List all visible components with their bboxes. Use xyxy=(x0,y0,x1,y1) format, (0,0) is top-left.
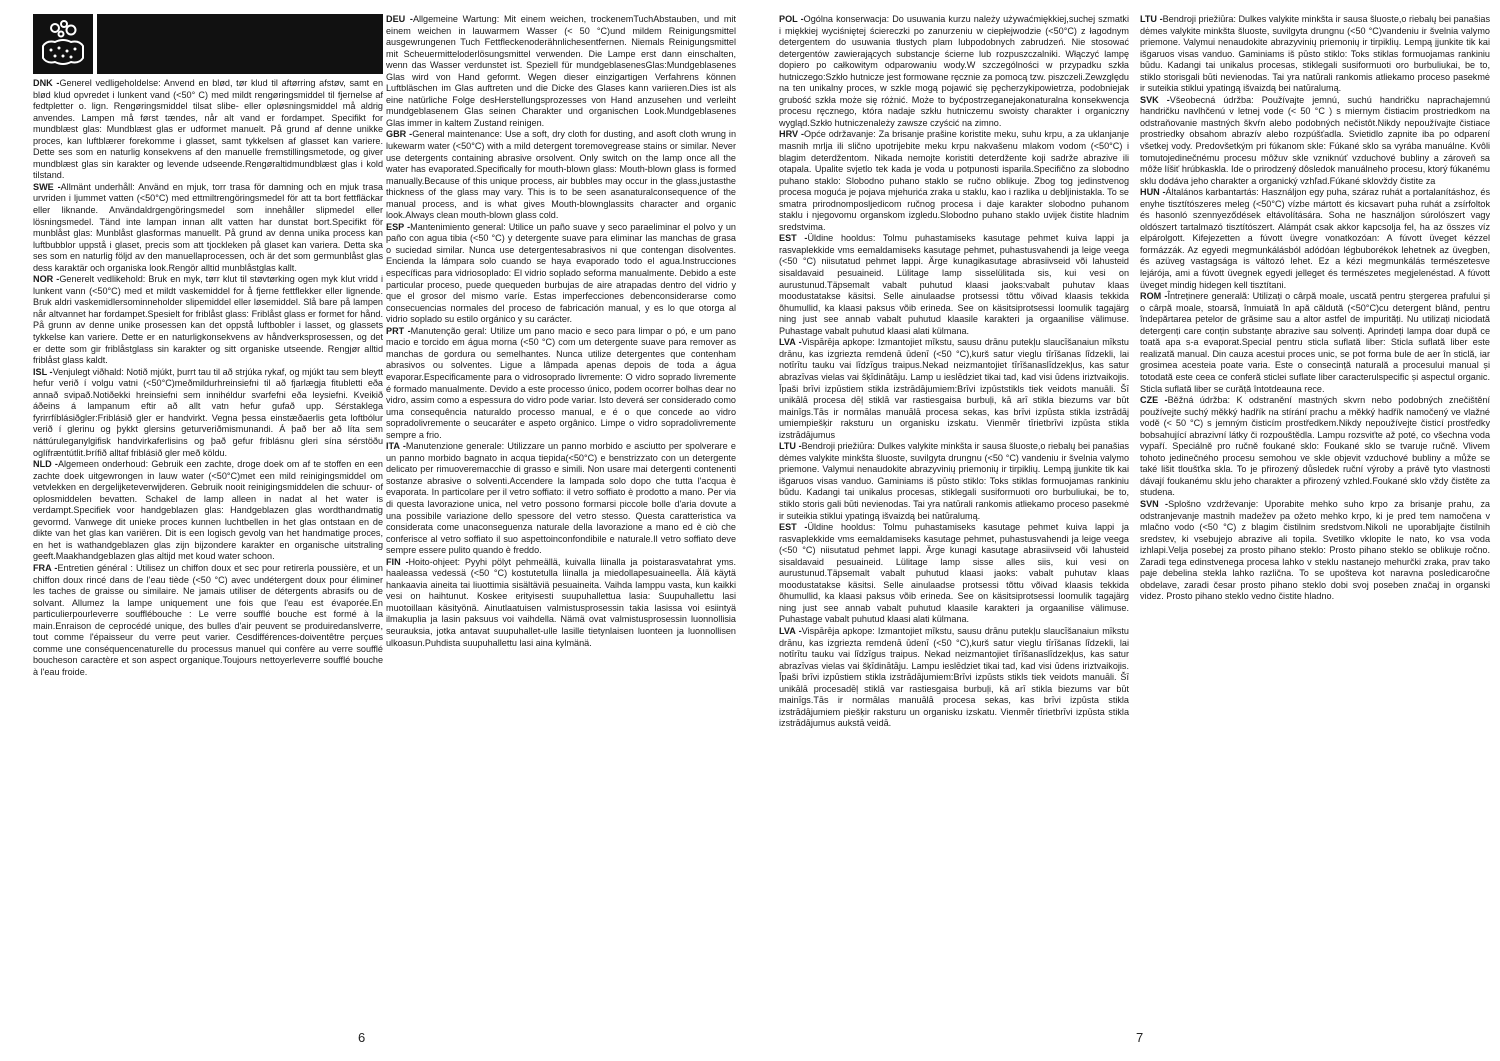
text-column-4 xyxy=(1140,14,1490,603)
language-code: LVA - xyxy=(779,337,802,348)
section-text: Bendroji priežiūra: Dulkes valykite minkšta ir sausa šluoste,o riebalų bei panašias dėmes valykite minkšta šluoste, suvilgyta drungnu (<50 °C) vandeniu ir švelnia valymo priemone. Valymui nenaudokite abrazyvinių priemonių ir tirpiklių. Lempą įjunkite tik kai išgaruos visas vanduo. Gaminiams iš pūsto stiklo: Toks stiklas formuojamas rankiniu būdu. Kadangi tai unikalus procesas, stiklegali susiformuoti oro burbuliukai, be to, stiklo storis gali būti nevienodas. Tai yra natūrali rankomis atliekamo proceso pasekmė ir suteikia stiklui ypatingą išvaizdą bei natūralumą. xyxy=(779,441,1129,521)
section-text: Manutenzione generale: Utilizzare un panno morbido e asciutto per spolverare e un panno morbido bagnato in acqua tiepida(<50°C) e benstrizzato con un detergente delicato per rimuoveremacchie di grasso e simili. Non usare mai detergenti contenenti sostanze abrasive o solventi.Accendere la lampada solo dopo che tutta l'acqua è evaporata. In particolare per il vetro soffiato: il vetro soffiato è prodotto a mano. Per via di questa lavorazione unica, nel vetro possono formarsi piccole bolle d'aria dovute a una possibile variazione dello spessore del vetro stesso. Questa caratteristica va considerata come unaconseguenza naturale della lavorazione a mano ed è ciò che conferisce al vetro soffiato il suo aspettoinconfondibile e naturale.Il vetro soffiato deve sempre essere pulito quando è freddo. xyxy=(386,441,736,556)
language-code: EST - xyxy=(779,522,808,533)
text-column-2 xyxy=(386,14,736,649)
section-text: Manutenção geral: Utilize um pano macio e seco para limpar o pó, e um pano macio e torcido em água morna (<50 °C) com um detergente suave para remover as manchas de gordura ou semelhantes. Nunca utilize detergentes que contenham abrasivos ou solventes. Ligue a lâmpada apenas depois de toda a água evaporar.Especificamente para o vidrosoprado livremente: O vidro soprado livremente é formado manualmente. Devido a este processo único, podem ocorrer bolhas dear no vidro, assim como a espessura do vidro pode variar. Isto deverá ser considerado como uma consequência naturaldo processo manual, e é o que concede ao vidro sopradolivremente o seucaráter e aspeto orgânico. Limpe o vidro sopradolivremente sempre a frio. xyxy=(386,325,736,440)
text-column-1 xyxy=(33,78,383,678)
section-text: Întreținere generală: Utilizați o cârpă moale, uscată pentru ștergerea prafului și o cârpă moale, stoarsă, înmuiată în apă căldută (<50°C)cu detergent blând, pentru îndepărtarea petelor de grăsime sau a altor astfel de impurități. Nu utilizați niciodată detergenți care conțin substanțe abrazive sau solvenți. Aprindeți lampa doar după ce toată apa s-a evaporat.Special pentru sticla suflată liber: Sticla suflată liber este realizată manual. Din cauza acestui proces unic, se pot forma bule de aer în sticlă, iar grosimea acesteia poate varia. Este o consecință naturală a procesului manual și totodată este ceea ce conferă sticlei suflate liber caracterulspecific și aspectul organic. Sticla suflată liber se curăță întotdeauna rece. xyxy=(1140,291,1490,394)
language-section xyxy=(386,129,736,221)
language-section xyxy=(1140,395,1490,499)
language-code: DEU - xyxy=(386,14,413,24)
language-code: EST - xyxy=(779,233,808,244)
language-section xyxy=(779,441,1129,522)
language-code: DNK - xyxy=(33,78,60,88)
section-text: Allmänt underhåll: Använd en mjuk, torr trasa för damning och en mjuk trasa urvriden i ljummet vatten (<50°C) med ettmiltrengöringsmedel för att ta bort fettfläckar eller liknande. Användaldrgengöringsmedel som innehåller slipmedel eller lösningsmedel. Tänd inte lampan innan allt vatten har dunstat bort.Specifikt för munblåst glas: Munblåst glasformas manuellt. På grund av denna unika process kan luftbubblor uppstå i glaset, precis som att tjockleken på glaset kan variera. Detta ska ses som en naturlig följd av den manuellaprocessen, och är det som germunblåst glas dess karaktär och organiska look.Rengör alltid munblåstglas kallt. xyxy=(33,181,383,273)
language-code: POL - xyxy=(779,14,804,24)
section-text: Venjulegt viðhald: Notið mjúkt, þurrt tau til að strjúka rykaf, og mjúkt tau sem bleytt hefur verið í volgu vatni (<50°C)meðmildurhreinsiefni til að fjarlægja fitubletti eða annað svipað.Notiðekki hreinsiefni sem innihéldur svarfefni eða leysiefni. Kveikið áðeins á lampanum eftir að allt vatn hefur gufað upp. Sérstaklega fyrirrfíblásiðgler:Friblásið gler er handvirkt. Vegna þessa einstæðaerlis geta loftbólur verið í glerinu og þykkt glersins geturveriðmismunandi. Á það ber að líta sem náttúruleganylgifisk handvirkaferlisins og það gefur friblásnu gleri sína sérstöðu oglífræntútlit.Þrífið alltaf friblásið gler með köldu. xyxy=(33,366,383,458)
language-code: LTU - xyxy=(1140,14,1163,24)
section-text: Entretien général : Utilisez un chiffon doux et sec pour retirerla poussière, et un chiffon doux rincé dans de l'eau tiède (<50 °C) avec undétergent doux pour éliminer les taches de graisse ou similaire. Ne jamais utiliser de détergents abrasifs ou de solvant. Allumez la lampe uniquement une fois que l'eau est évaporée.En particulierpourleverre soufflébouche : Le verre soufflé bouche est formé à la main.Enraison de ceprocédé unique, des bulles d'air peuvent se produiredanslverre, tout comme l'épaisseur du verre peut varier. Cesdifférences-doiventêtre perçues comme une conséquencenaturelle du processus manuel qui confère au verre soufflé boucheson caractère et son aspect organique.Toujours nettoyerleverre soufflé bouche à l'eau froide. xyxy=(33,562,383,677)
language-section xyxy=(1140,14,1490,95)
language-section xyxy=(779,14,1129,129)
section-text: Algemeen onderhoud: Gebruik een zachte, droge doek om af te stoffen en een zachte doek uitgewrongen in lauw water (<50°C)met een mild reinigingsmiddel om vetvlekken en dergelijketeverwijderen. Gebruik nooit reinigingsmiddelen die schuur- of oplosmiddelen bevatten. Schakel de lamp alleen in nadat al het water is verdampt.Specifiek voor handgeblazen glas: Handgeblazen glas wordthandmatig gevormd. Vanwege dit unieke proces kunnen luchtbellen in het glas ontstaan en de dikte van het glas kan variëren. Dit is een logisch gevolg van het handmatige proces, en het is wathandgeblazen glas zijn bijzondere karakter en organische uitstraling geeft.Maakhandgeblazen glas altijd met koud water schoon. xyxy=(33,459,383,562)
language-code: CZE - xyxy=(1140,395,1168,406)
language-code: SWE - xyxy=(33,181,61,192)
language-code: ISL - xyxy=(33,366,53,377)
section-text: Általános karbantartás: Használjon egy puha, száraz ruhát a portalanításhoz, és enyhe tisztítószeres meleg (<50°C) vízbe mártott és kicsavart puha ruhát a zsírfoltok és hasonló szennyeződések eltávolítására. Soha ne használjon súrolószert vagy oldószert tartalmazó tisztítószert. Alámpát csak akkor kapcsolja fel, ha az összes víz elpárolgott. Kifejezetten a fúvott üvegre vonatkozóan: A fúvott üveget kézzel formázzák. Az egyedi megmunkálásból adódóan légbuborékok lehetnek az üvegben, és azüveg vastagsága is változó lehet. Ez a kézi megmunkálás természetesve lejárója, ami a fúvott üvegnek egyedi jelleget és természetes megjelenéstad. A fúvott üveget mindig hidegen kell tisztítani. xyxy=(1140,187,1490,290)
language-section xyxy=(779,522,1129,626)
language-section xyxy=(1140,291,1490,395)
language-code: SVK - xyxy=(1140,94,1170,105)
language-code: NOR - xyxy=(33,274,60,285)
cleaning-sponge-icon xyxy=(33,14,93,74)
language-section xyxy=(1140,95,1490,187)
section-text: Üldine hooldus: Tolmu puhastamiseks kasutage pehmet kuiva lappi ja rasvaplekkide vms eemaldamiseks kasutage pehmet, puhastusvahendi ja leige veega (<50 °C) niisutatud pehmet lappi. Ärge kunagikasutage abrasiivseid või lahusteid sisaldavaid pesuaineid. Lülitage lamp sisselülitada sis, kui vesi on aurustunud.Täpsemalt vabalt puhutud klaasi jaoks:vabalt puhutav klaas moodustatakse käsitsi. Selle ainulaadse protsessi tõttu võivad klaasis tekkida õhumullid, ka klaasi paksus võib erineda. See on käsitsiprotsessi loomulik tagajärg ning just see annab vabalt puhutud klaasile karakteri ja orgaanilise välimuse. Puhastage vabalt puhutud klaasi alati külmana. xyxy=(779,233,1129,336)
language-code: FIN - xyxy=(386,556,409,567)
section-text: Opće održavanje: Za brisanje prašine koristite meku, suhu krpu, a za uklanjanje masnih mrlja ili slično upotrijebite meku krpu nakvašenu mlakom vodom (<50°C) i blagim deterdžentom. Nikada nemojte koristiti deterdžente koji sadrže abrazive ili otapala. Upalite svjetlo tek kada je voda u potpunosti isparila.Specifično za slobodno puhano staklo: Slobodno puhano staklo se ručno oblikuje. Zbog tog jedinstvenog procesa moguća je pojava mjehurića zraka u staklu, kao i razlika u debljinistakla. To se smatra prirodnomposljedicom ručnog procesa i daje karakter slobodno puhanom staklu i njegovomu organskom izgledu.Slobodno puhano staklo uvijek čistite hladnim sredstvima. xyxy=(779,129,1129,232)
language-section xyxy=(33,563,383,678)
section-text: Allgemeine Wartung: Mit einem weichen, trockenemTuchAbstauben, und mit einem weichen in lauwarmem Wasser (< 50 °C)und mildem Reinigungsmittel ausgewrungenen Tuch Fettfleckenoderähnlichesentfernen. Niemals Reinigungsmittel mit Scheuermitteloderlösungsmittel verwenden. Die Lampe erst dann einschalten, wenn das Wasser verdunstet ist. Speziell für mundgeblasenesGlas:Mundgeblasenes Glas wird von Hand geformt. Wegen dieser einzigartigen Verfahrens können Luftbläschen im Glas auftreten und die Dicke des Glases kann variieren.Dies ist als eine natürliche Folge desHerstellungsprozesses von Hand anzusehen und verleiht mundgeblasenem Glas seinen Charakter und organischen Look.Mundgeblasenes Glas immer in kaltem Zustand reinigen. xyxy=(386,14,736,128)
section-text: Vispārēja apkope: Izmantojiet mīkstu, sausu drānu putekļu slaucīšanaiun mīkstu drānu, kas izgriezta remdenā ūdenī (<50 °C),kurš satur vieglu tīrīšanas līdzekli, lai notīrītu tauku vai līdzīgus traipus. Nekad neizmantojiet tīrīšanaslīdzekļus, kas satur abrazīvas vielas vai šķīdinātāju. Lampu ieslēdziet tikai tad, kad visi ūdens iriztvaikojis. Īpaši brīvi izpūstiem stikla izstrādājumiem:Brīvi izpūsts stikls tiek veidots manuāli. Šī unikālā procesadēļ stiklā var rastiesgaisa burbuļi, kā arī stikla biezums var būt mainīgs.Tās ir normālas manuālā procesa sekas, kas brīvi izpūsta stikla izstrādājumiem piešķir raksturu un organisku izskatu. Vienmēr tīrietbrīvi izpūsta stikla izstrādājumus aukstā veidā. xyxy=(779,625,1129,729)
language-code: HRV - xyxy=(779,129,805,140)
page-number-right: 7 xyxy=(1136,1030,1144,1045)
language-code: ITA - xyxy=(386,441,406,452)
language-code: ESP - xyxy=(386,221,411,232)
language-code: SVN - xyxy=(1140,498,1169,509)
language-section xyxy=(779,626,1129,730)
section-text: Všeobecná údržba: Používajte jemnú, suchú handričku naprachajemnú handričku navlhčenú v letnej vode (< 50 °C ) s miernym čistiacim prostriedkom na odstraňovanie mastných škvŕn alebo podobných nečistôt.Nikdy nepoužívajte čistiace prostriedky obsahom abrazív alebo rozpúšťadla. Svietidlo zapnite iba po odparení všetkej vody. Predovšetkým pri fúkanom skle: Fúkané sklo sa vyrába manuálne. Kvôli tomutojedinečnému procesu môžuv skle vzniknúť vzduchové bubliny a zároveň sa môže líšiť hrúbkaskla. Ide o prirodzený dôsledok manuálneho procesu, ktorý fúkanému sklu dodáva jeho charakter a organický vzhľad.Fúkané sklovždy čistite za xyxy=(1140,94,1490,186)
language-code: GBR - xyxy=(386,129,413,140)
section-text: Generelt vedlikehold: Bruk en myk, tørr klut til støvtørking ogen myk klut vridd i lunkent vann (<50°C) med et mildt vaskemiddel for å fjerne fettflekker eller lignende. Bruk aldri vaskemidlersominneholder slipemiddel eller løsemiddel. Slå bare på lampen når altvannet har fordampet.Spesielt for friblåst glass: Friblåst glass er formet for hånd. På grunn av denne unike prosessen kan det oppstå luftbobler i lasset, og glassets tykkelse kan variere. Dette er en naturligkonsekvens av håndverksprosessen, og det er dette som gir friblåstglass sin karakter og sitt organiske utseende. Rengjør alltid friblåst glass kaldt. xyxy=(33,274,383,366)
section-text: Generel vedligeholdelse: Anvend en blød, tør klud til aftørring afstøv, samt en blød klud opvredet i lunkent vand (<50° C) med mildt rengøringsmiddel til fjernelse af fedtpletter o. lign. Rengøringsmiddel tilsat slibe- eller opløsningsmiddel må aldrig anvendes. Lampen må først tændes, når alt vand er fordampet. Specifikt for mundblæst glas: Mundblæst glas er udformet manuelt. På grund af denne unikke proces, kan luftblærer forekomme i glasset, samt tykkelsen af glasset kan variere. Dette ses som en naturlig konsekvens af den manuelle fremstillingsmetode, og giver mundblæst glas sin karakter og levende udseende.Rengøraltidmundblæst glas i kold tilstand. xyxy=(33,78,383,181)
language-code: LTU - xyxy=(779,441,802,452)
title-bar xyxy=(97,14,383,74)
language-code: NLD - xyxy=(33,459,58,470)
language-section xyxy=(33,182,383,274)
language-section xyxy=(386,14,736,129)
language-section xyxy=(1140,499,1490,603)
section-text: Splošno vzdrževanje: Uporabite mehko suho krpo za brisanje prahu, za odstranjevanje mastnih madežev pa ožeto mehko krpo, ki je pred tem namočena v mlačno vodo (<50 °C) z blagim čistilnim sredstvom.Nikoli ne uporabljajte čistilnih sredstev, ki vsebujejo abrazive ali topila. Svetilko vklopite le nato, ko vsa voda izhlapi.Velja posebej za prosto pihano steklo: Prosto pihano steklo se oblikuje ročno. Zaradi tega edinstvenega procesa lahko v steklu nastanejo mehurčki zraka, prav tako paje debelina stekla lahko različna. To se upošteva kot naravna posledicaročne obdelave, zaradi česar prosto pihano steklo dobi svoj poseben značaj in organski videz. Prosto pihano steklo vedno čistite hladno. xyxy=(1140,498,1490,602)
section-text: General maintenance: Use a soft, dry cloth for dusting, and asoft cloth wrung in lukewarm water (<50°C) with a mild detergent toremovegrease stains or similar. Never use detergents containing abrasive orsolvent. Only switch on the lamp once all the water has evaporated.Specifically for mouth-blown glass: Mouth-blown glass is formed manually.Because of this unique process, air bubbles may occur in the glass,justasthe thickness of the glass may vary. This is to be seen asanaturalconsequence of the manual process, and is what gives Mouth-blownglassits character and organic look.Always clean mouth-blown glass cold. xyxy=(386,129,736,221)
text-column-3 xyxy=(779,14,1129,730)
language-section xyxy=(33,367,383,459)
language-section xyxy=(779,337,1129,441)
language-code: PRT - xyxy=(386,325,411,336)
section-text: Ogólna konserwacja: Do usuwania kurzu należy używaćmiękkiej,suchej szmatki i miękkiej wyciśniętej ściereczki po zanurzeniu w ciepłejwodzie (<50°C) z łagodnym detergentem do usuwania tłustych plam lubpodobnych zabrudzeń. Nie stosować detergentów zawierających substancje ścierne lub rozpuszczalniki. Włączyć lampę dopiero po całkowitym odparowaniu wody.W szczególności w przypadku szkła hutniczego:Szkło hutnicze jest formowane ręcznie za pomocą tzw. piszczeli.Zewzględu na ten unikalny proces, w szkle mogą pojawić się pęcherzykipowietrza, podobniejak grubość szkła może się różnić. Może to byćpostrzeganejakonaturalna konsekwencja procesu ręcznego, która nadaje szkłu hutniczemu swoisty charakter i organiczny wygląd.Szkło hutniczenależy zawsze czyścić na zimno. xyxy=(779,14,1130,128)
language-code: HUN - xyxy=(1140,187,1166,198)
language-section xyxy=(33,274,383,366)
language-section xyxy=(1140,187,1490,291)
section-text: Vispārēja apkope: Izmantojiet mīkstu, sausu drānu putekļu slaucīšanaiun mīkstu drānu, kas izgriezta remdenā ūdenī (<50 °C),kurš satur vieglu tīrīšanas līdzekli, lai notīrītu tauku vai līdzīgus traipus.Nekad neizmantojiet tīrīšanaslīdzekļus, kas satur abrazīvas vielas vai šķīdinātāju. Lamp u ieslēdziet tikai tad, kad visi ūdens iriztvaikojis. Īpaši brīvi izpūstiem stikla izstrādājumiem:Brīvi izpūststikls tiek veidots manuāli. Šī unikālā procesa dēļ stiklā var rastiesgaisa burbuļi, kā arī stikla biezums var būt mainīgs.Tās ir normālas manuālā procesa sekas, kas brīvi izpūsta stikla izstrādāj umiempiešķir raksturu un organisku izskatu. Vienmēr tīrietbrīvi izpūsta stikla izstrādājumus xyxy=(779,337,1129,440)
language-section xyxy=(779,233,1129,337)
section-text: Hoito-ohjeet: Pyyhi pölyt pehmeällä, kuivalla liinalla ja poistarasvatahrat yms. haaleassa vedessä (<50 °C) kostutetulla liinalla ja miedollapesuaineella. Älä käytä hankaavia aineita tai liuottimia sisältäviä pesuaineita. Vaihda lamppu vasta, kun kaikki vesi on haihtunut. Koskee erityisesti suupuhallettua lasia: Suupuhallettu lasi muotoillaan käsityönä. Ainutlaatuisen valmistusprosessin takia lasissa voi esiintyä ilmakuplia ja lasin paksuus voi vaihdella. Nämä ovat valmistusprosessin luonnollisia seurauksia, jotka antavat suupuhallet-ulle lasille tietynlaisen luonteen ja luonnollisen ulkoasun.Puhdista suupuhallettu lasi aina kylmänä. xyxy=(386,556,736,648)
language-code: LVA - xyxy=(779,625,802,636)
language-section xyxy=(386,441,736,556)
language-section xyxy=(33,78,383,182)
language-section xyxy=(386,222,736,326)
header-band xyxy=(33,14,383,74)
language-section xyxy=(779,129,1129,233)
page-number-left: 6 xyxy=(358,1030,366,1045)
section-text: Üldine hooldus: Tolmu puhastamiseks kasutage pehmet kuiva lappi ja rasvaplekkide vms eemaldamiseks kasutage pehmet, puhastusvahendi ja leige veega (<50 °C) niisutatud pehmet lappi. Ärge kunagi kasutage abrasiivseid või lahusteid sisaldavaid pesuaineid. Lülitage lamp sisse alles siis, kui vesi on aurustunud.Täpsemalt vabalt puhutud klaasi jaoks: vabalt puhutav klaas moodustatakse käsitsi. Selle ainulaadse protsessi tõttu võivad klaasis tekkida õhumullid, ka klaasi paksus võib erineda. See on käsitsiprotsessi loomulik tagajärg ning just see annab vabalt puhutud klaasile karakteri ja orgaanilise välimuse. Puhastage vabalt puhutud klaasi alati külmana. xyxy=(779,522,1129,625)
language-code: FRA - xyxy=(33,562,58,573)
language-section xyxy=(386,557,736,649)
language-code: ROM - xyxy=(1140,291,1168,302)
section-text: Bendroji priežiūra: Dulkes valykite minkšta ir sausa šluoste,o riebalų bei panašias dėmes valykite minkšta šluoste, suvilgyta drungnu (<50 °C)vandeniu ir švelnia valymo priemone. Valymui nenaudokite abrazyvinių priemonių ir tirpiklių. Lempą įjunkite tik kai išgaruos visas vanduo. Gaminiams iš pūsto stiklo: Toks stiklas formuojamas rankiniu būdu. Kadangi tai unikalus procesas, stiklegali susiformuoti oro burbuliukai, be to, stiklo storisgali būti nevienodas. Tai yra natūrali rankomis atliekamo proceso pasekmė ir suteikia stiklui ypatingą išvaizdą bei natūralumą. xyxy=(1140,14,1490,94)
section-text: Mantenimiento general: Utilice un paño suave y seco paraeliminar el polvo y un paño con agua tibia (<50 °C) y detergente suave para eliminar las manchas de grasa o suciedad similar. Nunca use detergentesabrasivos ni que contengan disolventes. Encienda la lámpara solo cuando se haya evaporado todo el agua.Instrucciones específicas para vidriosoplado: El vidrio soplado seforma manualmente. Debido a este particular proceso, puede quequeden burbujas de aire atrapadas dentro del vidrio y que el grosor del mismo varíe. Estas imperfecciones debenconsiderarse como consecuencias normales del proceso de fabricación manual, y es lo que otorga al vidrio soplado su estilo orgánico y su carácter. xyxy=(386,221,736,325)
section-text: Běžná údržba: K odstranění mastných skvrn nebo podobných znečištění používejte suchý měkký hadřík na stírání prachu a měkký hadřík namočený ve vlažné vodě (< 50 °C) s jemným čisticím prostředkem.Nikdy nepoužívejte čisticí prostředky bobsahující abrazivní látky či rozpouštědla. Lampu rozsviťte až poté, co všechna voda vypaří. Speciálně pro ručně foukané sklo: Foukané sklo se tvaruje ručně. Vlivem tohoto jedinečného procesu semohou ve skle objevit vzduchové bubliny a může se také lišit tloušťka skla. To je přirozený důsledek ruční výroby a právě tyto vlastnosti dávají foukanému sklu jeho charakter a přirozený vzhled.Foukané sklo vždy čistěte za studena. xyxy=(1140,395,1490,498)
language-section xyxy=(33,459,383,563)
language-section xyxy=(386,326,736,441)
